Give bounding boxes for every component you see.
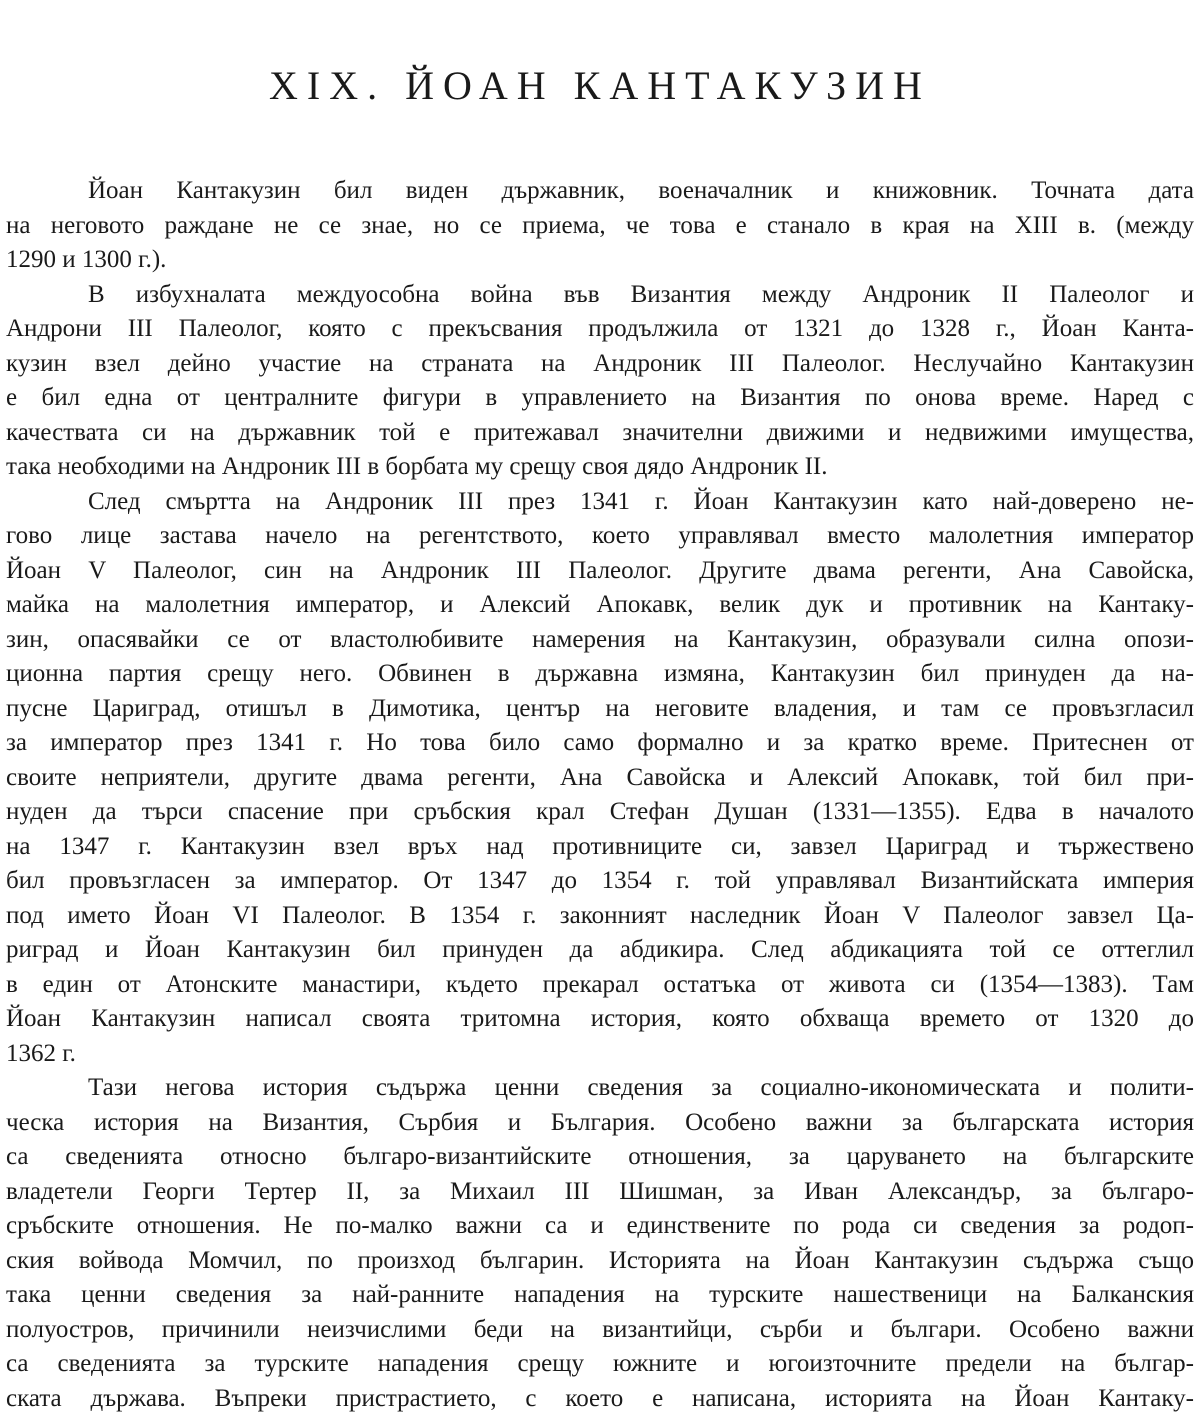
text-line: така ценни сведения за най-ранните нападения на турските нашественици на Балканския bbox=[6, 1278, 1194, 1313]
body-text bbox=[6, 174, 1194, 1416]
text-line: Андрони III Палеолог, която с прекъсвания продължила от 1321 до 1328 г., Йоан Канта- bbox=[6, 312, 1194, 347]
text-line: зин, опасявайки се от властолюбивите намерения на Кантакузин, образували силна опози- bbox=[6, 623, 1194, 658]
text-line: риград и Йоан Кантакузин бил принуден да абдикира. След абдикацията той се оттеглил bbox=[6, 933, 1194, 968]
text-line: на неговото раждане не се знае, но се приема, че това е станало в края на XIII в. (между bbox=[6, 209, 1194, 244]
text-line: нуден да търси спасение при сръбския крал Стефан Душан (1331—1355). Едва в началото bbox=[6, 795, 1194, 830]
text-line: е бил една от централните фигури в управлението на Византия по онова време. Наред с bbox=[6, 381, 1194, 416]
text-line: В избухналата междуособна война във Византия между Андроник II Палеолог и bbox=[6, 278, 1194, 313]
text-line: в един от Атонските манастири, където прекарал остатъка от живота си (1354—1383). Там bbox=[6, 968, 1194, 1003]
text-line: пусне Цариград, отишъл в Димотика, център на неговите владения, и там се провъзгласил bbox=[6, 692, 1194, 727]
text-line: 1290 и 1300 г.). bbox=[6, 243, 1194, 278]
text-line: ската държава. Въпреки пристрастието, с което е написана, историята на Йоан Кантаку- bbox=[6, 1382, 1194, 1416]
text-line: за император през 1341 г. Но това било само формално и за кратко време. Притеснен от bbox=[6, 726, 1194, 761]
text-line: са сведенията за турските нападения срещу южните и югоизточните предели на българ- bbox=[6, 1347, 1194, 1382]
text-line: След смъртта на Андроник III през 1341 г. Йоан Кантакузин като най-доверено не- bbox=[6, 485, 1194, 520]
text-line: ционна партия срещу него. Обвинен в държавна измяна, Кантакузин бил принуден да на- bbox=[6, 657, 1194, 692]
text-line: Йоан Кантакузин написал своята тритомна история, която обхваща времето от 1320 до bbox=[6, 1002, 1194, 1037]
chapter-title: XIX. ЙОАН КАНТАКУЗИН bbox=[0, 62, 1200, 110]
text-line: Йоан V Палеолог, син на Андроник III Палеолог. Другите двама регенти, Ана Савойска, bbox=[6, 554, 1194, 589]
text-line: така необходими на Андроник III в борбата му срещу своя дядо Андроник II. bbox=[6, 450, 1194, 485]
text-line: качествата си на държавник той е притежавал значителни движими и недвижими имущества, bbox=[6, 416, 1194, 451]
text-line: бил провъзгласен за император. От 1347 до 1354 г. той управлявал Византийската империя bbox=[6, 864, 1194, 899]
text-line: ческа история на Византия, Сърбия и България. Особено важни за българската история bbox=[6, 1106, 1194, 1141]
text-line: на 1347 г. Кантакузин взел връх над противниците си, завзел Цариград и тържествено bbox=[6, 830, 1194, 865]
text-line: полуостров, причинили неизчислими беди на византийци, сърби и българи. Особено важни bbox=[6, 1313, 1194, 1348]
text-line: своите неприятели, другите двама регенти, Ана Савойска и Алексий Апокавк, той бил при- bbox=[6, 761, 1194, 796]
text-line: са сведенията относно българо-византийските отношения, за царуването на българските bbox=[6, 1140, 1194, 1175]
text-line: Йоан Кантакузин бил виден държавник, военачалник и книжовник. Точната дата bbox=[6, 174, 1194, 209]
text-line: кузин взел дейно участие на страната на Андроник III Палеолог. Неслучайно Кантакузин bbox=[6, 347, 1194, 382]
text-line: ския войвода Момчил, по произход българин. Историята на Йоан Кантакузин съдържа също bbox=[6, 1244, 1194, 1279]
text-line: под името Йоан VI Палеолог. В 1354 г. законният наследник Йоан V Палеолог завзел Ца- bbox=[6, 899, 1194, 934]
text-line: владетели Георги Тертер II, за Михаил III Шишман, за Иван Александър, за българо- bbox=[6, 1175, 1194, 1210]
text-line: Тази негова история съдържа ценни сведения за социално-икономическата и полити- bbox=[6, 1071, 1194, 1106]
text-line: майка на малолетния император, и Алексий Апокавк, велик дук и противник на Кантаку- bbox=[6, 588, 1194, 623]
text-line: 1362 г. bbox=[6, 1037, 1194, 1072]
text-line: гово лице застава начело на регентството, което управлявал вместо малолетния император bbox=[6, 519, 1194, 554]
text-line: сръбските отношения. Не по-малко важни са и единствените по рода си сведения за родоп- bbox=[6, 1209, 1194, 1244]
